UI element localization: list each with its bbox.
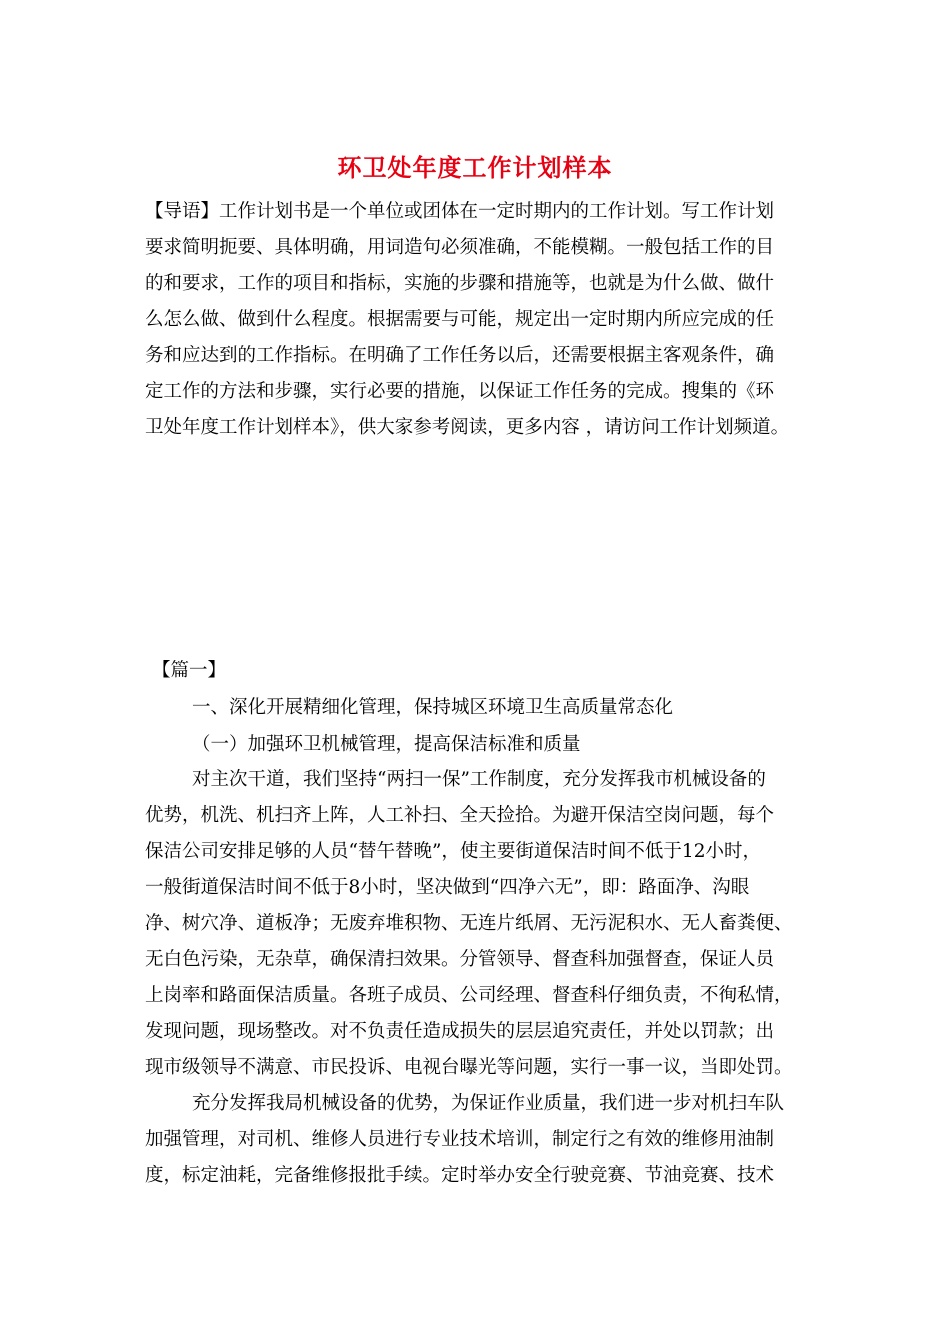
intro-line: 要求简明扼要、具体明确，用词造句必须准确，不能模糊。一般包括工作的目 bbox=[145, 237, 775, 258]
intro-line: 定工作的方法和步骤，实行必要的措施，以保证工作任务的完成。搜集的《环 bbox=[145, 381, 775, 402]
intro-line: 务和应达到的工作指标。在明确了工作任务以后，还需要根据主客观条件，确 bbox=[145, 345, 775, 366]
paragraph-line: 对主次干道，我们坚持“两扫一保”工作制度，充分发挥我市机械设备的 bbox=[192, 769, 766, 790]
paragraph-line: 保洁公司安排足够的人员“替午替晚”，使主要街道保洁时间不低于12小时， bbox=[145, 841, 761, 862]
section-label: 【篇一】 bbox=[152, 660, 227, 681]
paragraph-line: 无白色污染，无杂草，确保清扫效果。分管领导、督查科加强督查，保证人员 bbox=[145, 949, 775, 970]
intro-line: 卫处年度工作计划样本》，供大家参考阅读，更多内容 ，请访问工作计划频道。 bbox=[145, 417, 790, 438]
document-title: 环卫处年度工作计划样本 bbox=[337, 153, 613, 182]
paragraph-line: 上岗率和路面保洁质量。各班子成员、公司经理、督查科仔细负责，不徇私情， bbox=[145, 985, 793, 1006]
paragraph-line: 优势，机洗、机扫齐上阵，人工补扫、全天捡拾。为避开保洁空岗问题，每个 bbox=[145, 805, 775, 826]
paragraph-line: 发现问题，现场整改。对不负责任造成损失的层层追究责任，并处以罚款；出 bbox=[145, 1021, 775, 1042]
intro-line: 【导语】工作计划书是一个单位或团体在一定时期内的工作计划。写工作计划 bbox=[145, 201, 775, 222]
paragraph-line: 加强管理，对司机、维修人员进行专业技术培训，制定行之有效的维修用油制 bbox=[145, 1129, 775, 1150]
paragraph-line: 一般街道保洁时间不低于8小时，坚决做到“四净六无”，即：路面净、沟眼 bbox=[145, 877, 750, 898]
paragraph-line: 现市级领导不满意、市民投诉、电视台曝光等问题，实行一事一议，当即处罚。 bbox=[145, 1057, 793, 1078]
intro-line: 么怎么做、做到什么程度。根据需要与可能，规定出一定时期内所应完成的任 bbox=[145, 309, 775, 330]
section-heading-2: （一）加强环卫机械管理，提高保洁标准和质量 bbox=[192, 734, 581, 755]
paragraph-line: 净、树穴净、道板净；无废弃堆积物、无连片纸屑、无污泥积水、无人畜粪便、 bbox=[145, 913, 793, 934]
intro-line: 的和要求，工作的项目和指标，实施的步骤和措施等，也就是为什么做、做什 bbox=[145, 273, 775, 294]
paragraph-line: 充分发挥我局机械设备的优势，为保证作业质量，我们进一步对机扫车队 bbox=[192, 1093, 785, 1114]
section-heading-1: 一、深化开展精细化管理，保持城区环境卫生高质量常态化 bbox=[192, 697, 674, 718]
paragraph-line: 度，标定油耗，完备维修报批手续。定时举办安全行驶竞赛、节油竞赛、技术 bbox=[145, 1165, 775, 1186]
